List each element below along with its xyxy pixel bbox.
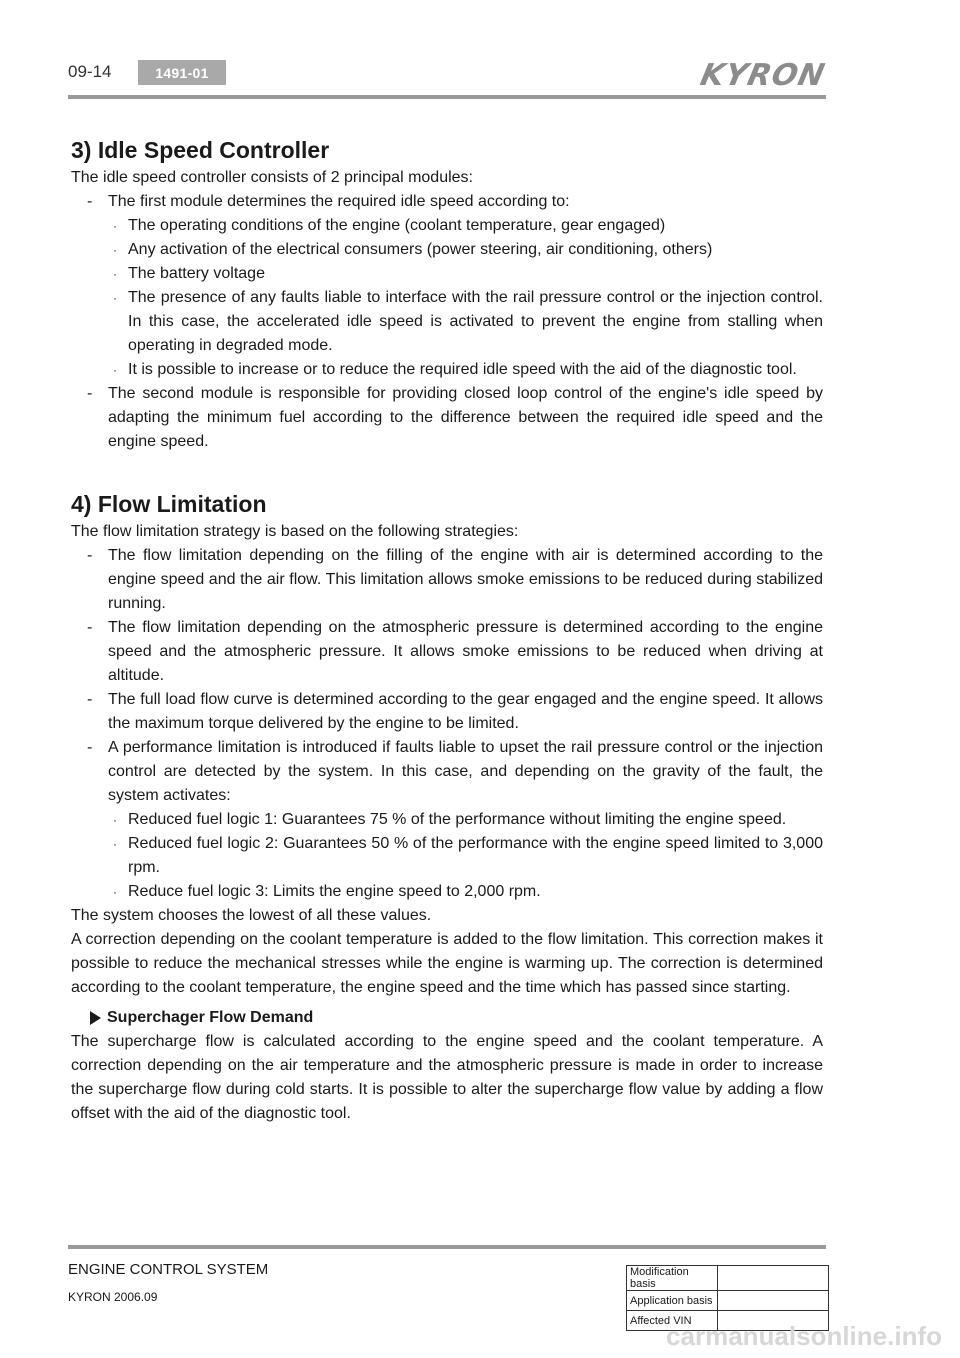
sub-list-item bbox=[108, 286, 823, 358]
dot-marker: · bbox=[113, 243, 117, 257]
list-item-text: The full load flow curve is determined according to the gear engaged and the engine speed. It allows the maximum torque delivered by the engine to be limited. bbox=[108, 691, 823, 732]
list-item-text: A performance limitation is introduced if faults liable to upset the rail pressure control or the injection control are detected by the system. In this case, and depending on the gravity of the fault, the system activates: bbox=[108, 739, 823, 804]
section-intro: The flow limitation strategy is based on the following strategies: bbox=[71, 523, 519, 540]
sub-list-item-text: The presence of any faults liable to interface with the rail pressure control or the injection control. In this case, the accelerated idle speed is activated to prevent the engine from stalling when operating in degraded mode. bbox=[128, 289, 823, 354]
subheading-text: Superchager Flow Demand bbox=[107, 1009, 314, 1026]
paragraph: The system chooses the lowest of all these values. bbox=[71, 907, 432, 924]
dash-marker: - bbox=[87, 547, 93, 564]
sub-list-item bbox=[108, 880, 823, 904]
dot-marker: · bbox=[113, 363, 117, 377]
triangle-bullet-icon bbox=[90, 1011, 101, 1025]
sub-list-item-text: Reduced fuel logic 2: Guarantees 50 % of the performance with the engine speed limited to 3,000 rpm. bbox=[128, 835, 823, 876]
dash-marker: - bbox=[87, 385, 93, 402]
section-title-idle-speed: 3) Idle Speed Controller bbox=[71, 137, 330, 163]
sub-list-item bbox=[108, 214, 823, 238]
table-label-cell: Modification basis bbox=[627, 1266, 718, 1291]
dash-marker: - bbox=[87, 691, 93, 708]
subheading-supercharger-flow bbox=[71, 1006, 823, 1030]
dot-marker: · bbox=[113, 813, 117, 827]
list-item bbox=[71, 382, 823, 454]
sub-list-item-text: The battery voltage bbox=[128, 265, 265, 282]
dot-marker: · bbox=[113, 837, 117, 851]
dot-marker: · bbox=[113, 885, 117, 899]
brand-logo: KYRON bbox=[697, 58, 829, 93]
dash-marker: - bbox=[87, 193, 93, 210]
sub-list-item bbox=[108, 358, 823, 382]
sub-list-item bbox=[108, 238, 823, 262]
sub-list bbox=[108, 808, 823, 904]
flow-strategy-list bbox=[71, 544, 823, 904]
list-item-text: The first module determines the required idle speed according to: bbox=[108, 193, 570, 210]
footer-rule bbox=[68, 1245, 826, 1249]
sub-list-item-text: Reduce fuel logic 3: Limits the engine speed to 2,000 rpm. bbox=[128, 883, 541, 900]
table-row bbox=[627, 1291, 829, 1311]
section-intro: The idle speed controller consists of 2 principal modules: bbox=[71, 169, 473, 186]
list-item-text: The flow limitation depending on the filling of the engine with air is determined according to the engine speed and the air flow. This limitation allows smoke emissions to be reduced during stabilized running. bbox=[108, 547, 823, 612]
dash-marker: - bbox=[87, 739, 93, 756]
dot-marker: · bbox=[113, 291, 117, 305]
table-label-cell: Affected VIN bbox=[627, 1311, 718, 1331]
idle-module-list bbox=[71, 190, 823, 454]
sub-list-item bbox=[108, 832, 823, 880]
header-rule bbox=[68, 95, 826, 99]
watermark: carmanualsonline.info bbox=[666, 1321, 942, 1351]
list-item bbox=[71, 688, 823, 736]
sub-list-item-text: The operating conditions of the engine (coolant temperature, gear engaged) bbox=[128, 217, 666, 234]
paragraph: A correction depending on the coolant temperature is added to the flow limitation. This correction makes it possible to reduce the mechanical stresses while the engine is warming up. The correction is determined according to the coolant temperature, the engine speed and the time which has passed since starting. bbox=[71, 931, 823, 996]
dash-marker: - bbox=[87, 619, 93, 636]
paragraph: The supercharge flow is calculated according to the engine speed and the coolant temperature. A correction depending on the air temperature and the atmospheric pressure is made in order to increase the supercharge flow during cold starts. It is possible to alter the supercharge flow value by adding a flow offset with the aid of the diagnostic tool. bbox=[71, 1033, 823, 1122]
dot-marker: · bbox=[113, 219, 117, 233]
table-value-cell bbox=[718, 1291, 829, 1311]
sub-list-item-text: It is possible to increase or to reduce the required idle speed with the aid of the diagnostic tool. bbox=[128, 361, 797, 378]
sub-list-item bbox=[108, 808, 823, 832]
list-item bbox=[71, 616, 823, 688]
sub-list-item bbox=[108, 262, 823, 286]
sub-list-item-text: Reduced fuel logic 1: Guarantees 75 % of the performance without limiting the engine speed. bbox=[128, 811, 787, 828]
list-item-text: The second module is responsible for providing closed loop control of the engine's idle speed by adapting the minimum fuel according to the difference between the required idle speed and the engine speed. bbox=[108, 385, 823, 450]
list-item bbox=[71, 544, 823, 616]
section-code-badge: 1491-01 bbox=[138, 60, 226, 85]
dot-marker: · bbox=[113, 267, 117, 281]
list-item bbox=[71, 190, 823, 382]
sub-list-item-text: Any activation of the electrical consumers (power steering, air conditioning, others) bbox=[128, 241, 713, 258]
section-title-flow-limitation: 4) Flow Limitation bbox=[71, 491, 267, 517]
table-value-cell bbox=[718, 1266, 829, 1291]
main-content bbox=[71, 134, 823, 1126]
table-row bbox=[627, 1266, 829, 1291]
page-number: 09-14 bbox=[68, 62, 112, 81]
table-label-cell: Application basis bbox=[627, 1291, 718, 1311]
sub-list bbox=[108, 214, 823, 382]
footer-subtitle: KYRON 2006.09 bbox=[68, 1290, 158, 1304]
list-item bbox=[71, 736, 823, 904]
list-item-text: The flow limitation depending on the atmospheric pressure is determined according to the engine speed and the atmospheric pressure. It allows smoke emissions to be reduced when driving at altitude. bbox=[108, 619, 823, 684]
footer-title: ENGINE CONTROL SYSTEM bbox=[68, 1261, 269, 1278]
